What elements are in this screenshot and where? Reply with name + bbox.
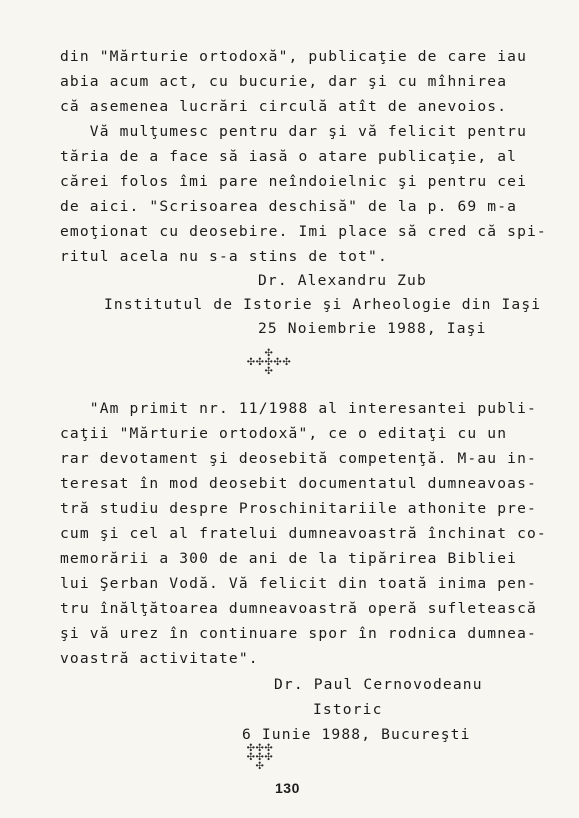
letter1-line: abia acum act, cu bucurie, dar şi cu mîhnirea <box>60 73 508 90</box>
letter2-line: rar devotament şi deosebită competenţă. M-au in- <box>60 450 537 467</box>
letter1-line: ritul acela nu s-a stins de tot". <box>60 248 388 265</box>
ornament-row: ✣ <box>255 761 265 772</box>
letter2-line: voastră activitate". <box>60 650 259 667</box>
letter2-line: şi vă urez în continuare spor în rodnica dumnea- <box>60 625 537 642</box>
ornament-row: ✣ <box>264 348 274 359</box>
signature-role: Istoric <box>313 701 383 718</box>
letter2-line: cum şi cel al fratelui dumneavoastră închinat co- <box>60 525 547 542</box>
end-ornament <box>240 744 280 771</box>
letter2-line: tră studiu despre Proschinitariile athonite pre- <box>60 500 537 517</box>
ornament-row: ✣✣✣ <box>246 752 274 763</box>
ornament-row: ✣ <box>264 366 274 377</box>
ornament-row: ✣✣✣ <box>246 743 274 754</box>
letter1-line: tăria de a face să iasă o atare publicaţie, al <box>60 148 518 165</box>
letter2-line: memorării a 300 de ani de la tipărirea Bibliei <box>60 550 518 567</box>
letter2-line: caţii "Mărturie ortodoxă", ce o editaţi cu un <box>60 425 508 442</box>
letter1-line: emoţionat cu deosebire. Imi place să cred că spi- <box>60 223 547 240</box>
letter2-line: teresat în mod deosebit documentatul dumneavoas- <box>60 475 537 492</box>
signature-name: Dr. Alexandru Zub <box>258 272 427 289</box>
signature-date: 25 Noiembrie 1988, Iaşi <box>258 320 487 337</box>
letter1-line: de aici. "Scrisoarea deschisă" de la p. 69 m-a <box>60 198 518 215</box>
letter1-line: din "Mărturie ortodoxă", publicaţie de care iau <box>60 48 528 65</box>
letter1-line: cărei folos îmi pare neîndoielnic şi pentru cei <box>60 173 528 190</box>
letter2-line: tru înălţătoarea dumneavoastră operă sufletească <box>60 600 537 617</box>
letter2-line: lui Şerban Vodă. Vă felicit din toată inima pen- <box>60 575 537 592</box>
letter1-line: că asemenea lucrări circulă atît de anevoios. <box>60 98 508 115</box>
signature-name: Dr. Paul Cernovodeanu <box>274 676 483 693</box>
ornament-row: ✣✣✣✣✣ <box>246 357 292 368</box>
signature-affiliation: Institutul de Istorie şi Arheologie din Iaşi <box>104 296 542 313</box>
separator-ornament <box>224 349 314 376</box>
letter1-line: Vă mulţumesc pentru dar şi vă felicit pentru <box>60 123 528 140</box>
letter2-line: "Am primit nr. 11/1988 al interesantei publi- <box>60 400 537 417</box>
signature-date: 6 Iunie 1988, Bucureşti <box>242 726 471 743</box>
page-number: 130 <box>275 780 300 796</box>
